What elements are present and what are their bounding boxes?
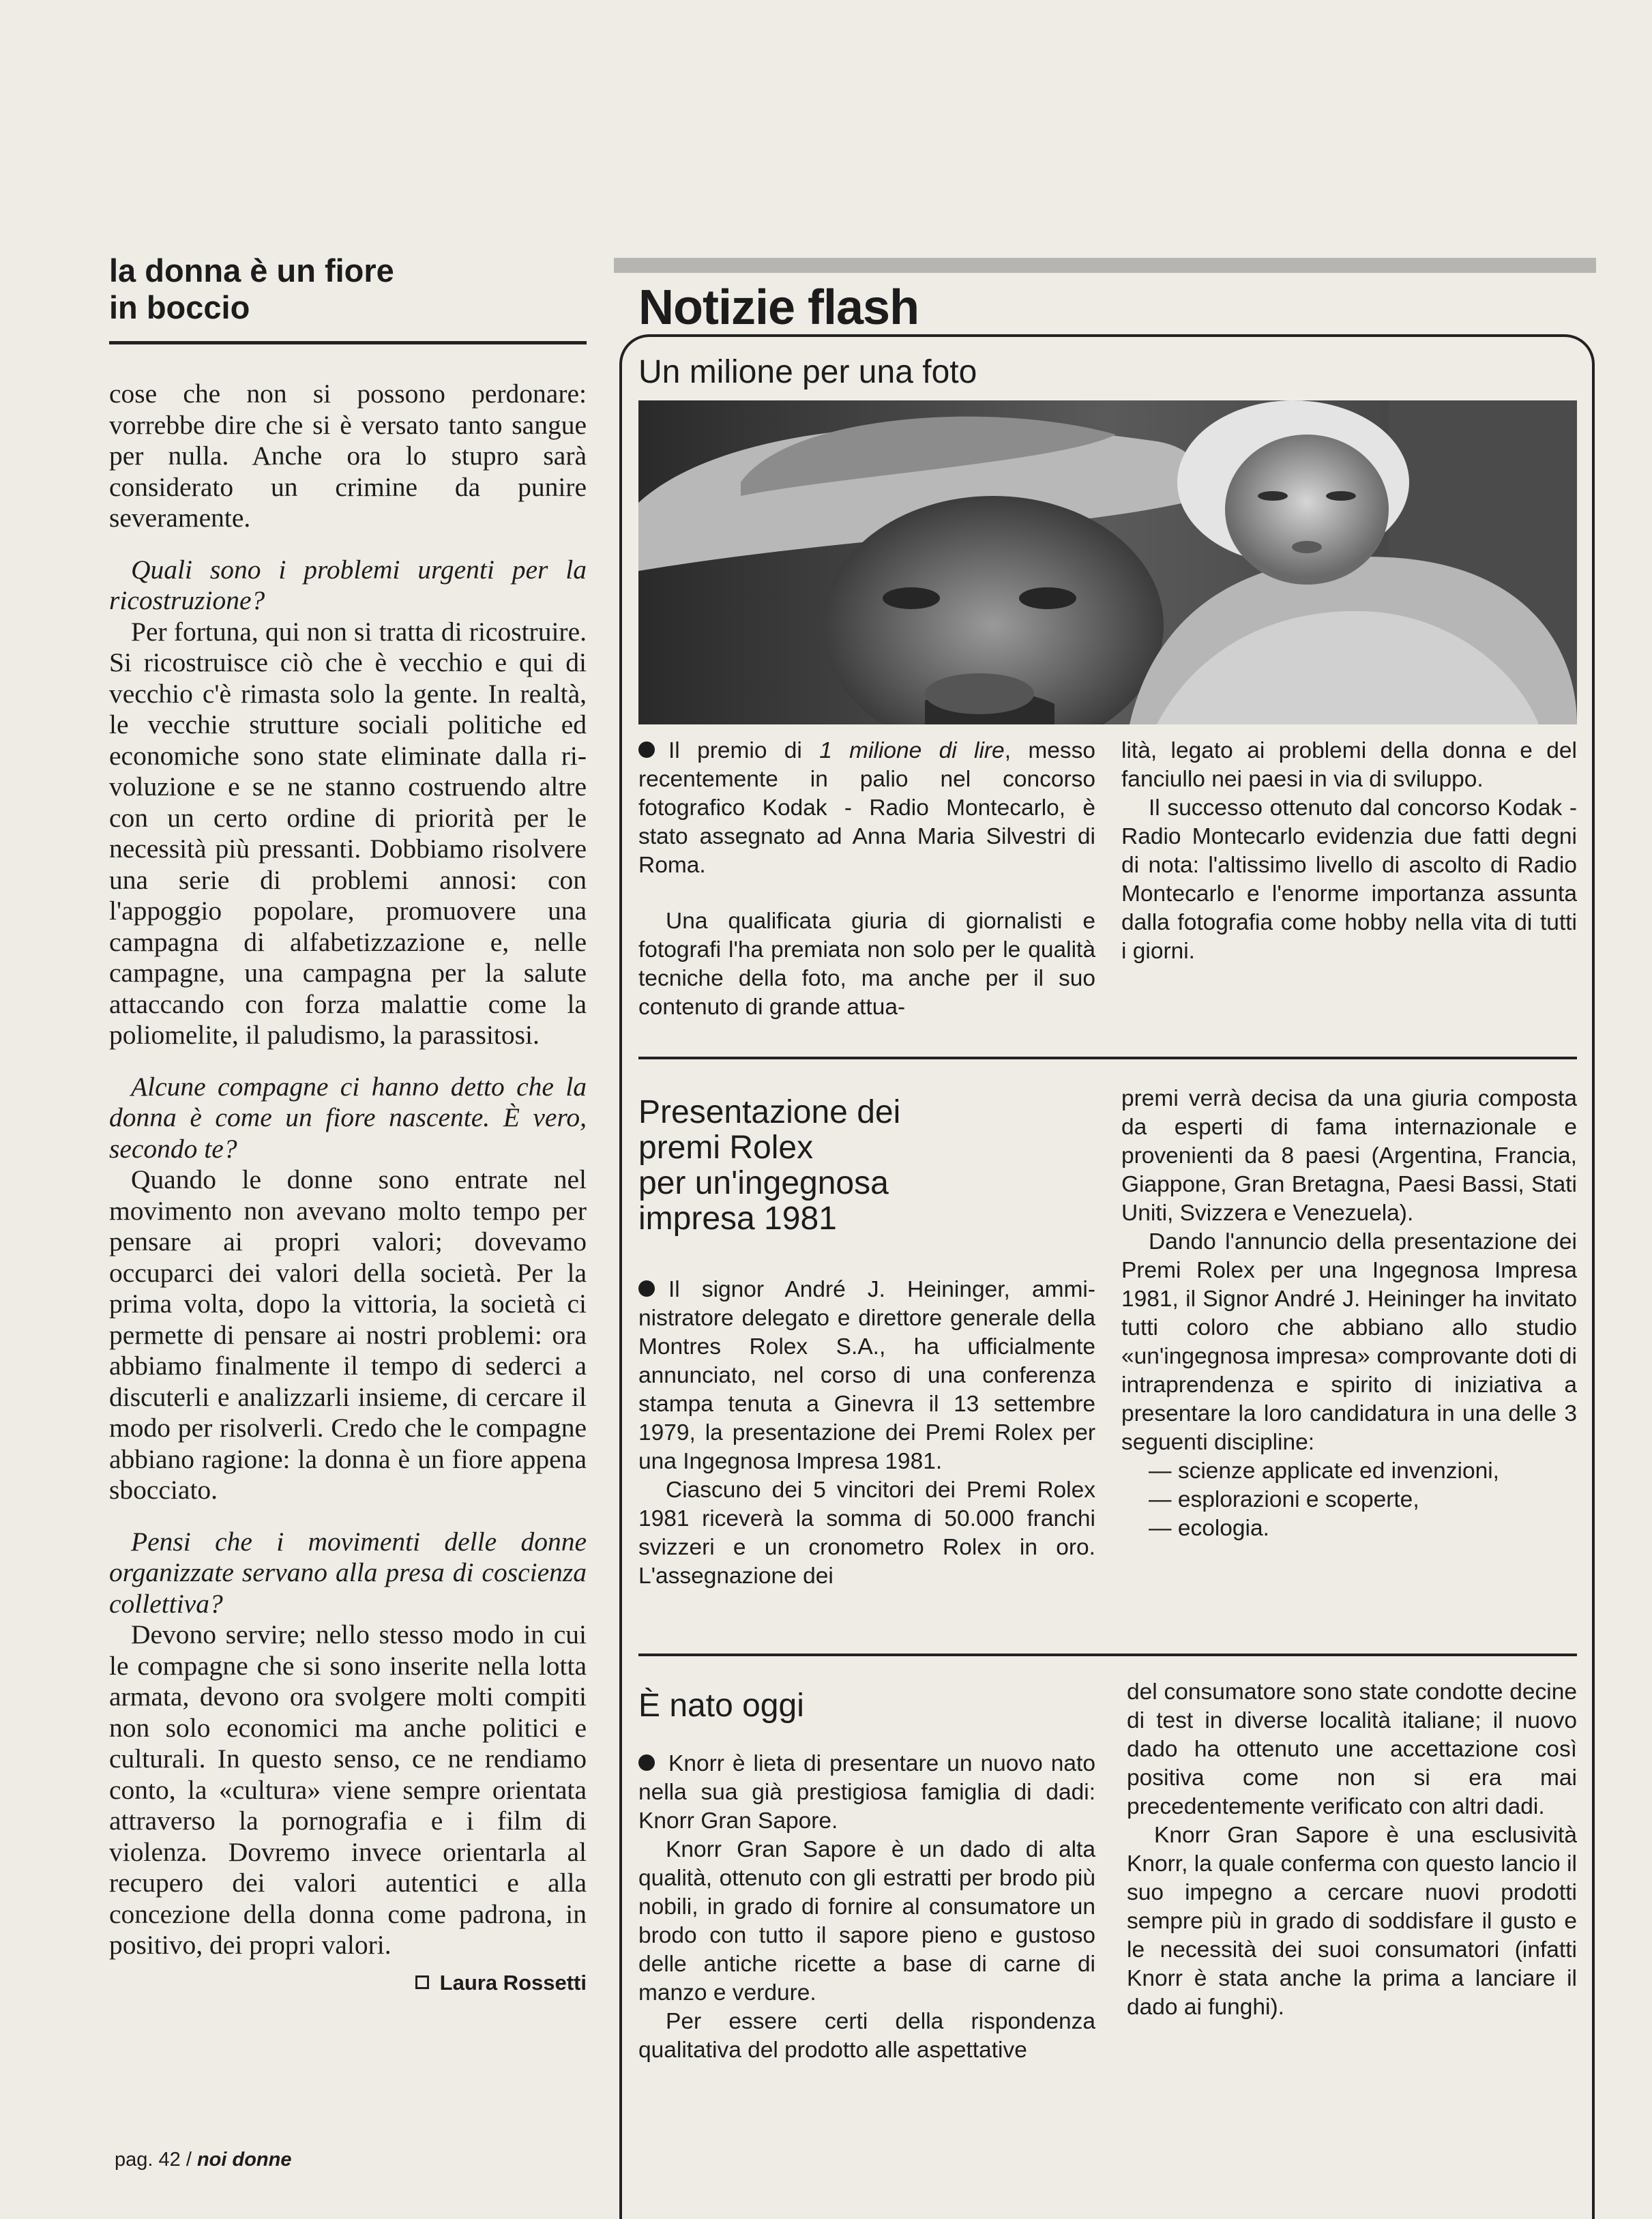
- bullet-icon: [638, 1280, 655, 1297]
- text-span: Il premio di: [668, 738, 820, 763]
- interview-question: Alcune compagne ci hanno detto che la donna è come un fiore nascente. È vero, secondo te?: [109, 1071, 587, 1164]
- end-square-icon: [415, 1975, 429, 1989]
- news-paragraph: Per essere certi della rispondenza qualitativa del prodotto alle aspettative: [638, 2009, 1095, 2063]
- news-headline: Un milione per una foto: [638, 354, 977, 390]
- author-signature: [109, 1971, 587, 1995]
- photo-image: [638, 400, 1577, 724]
- news-divider: [638, 1654, 1577, 1656]
- news-2-column-1: [638, 1276, 1095, 1591]
- news-paragraph: premi verrà decisa da una giuria composta da esperti di fama internazionale e provenienti da 8 paesi (Argentina, Francia, Giappone, Gran Bretagna, Paesi Bassi, Stati Uniti, Svizzera e Venezuela).: [1121, 1086, 1577, 1226]
- news-paragraph: lità, legato ai problemi della donna e del fanciullo nei paesi in via di sviluppo.: [1121, 738, 1577, 792]
- author-name: Laura Rossetti: [439, 1970, 587, 1995]
- news-2-column-2: [1121, 1085, 1577, 1543]
- news-headline: [638, 1095, 900, 1237]
- kicker-line-1: la donna è un fiore: [109, 252, 394, 289]
- article-kicker: [109, 252, 587, 344]
- news-paragraph: Una qualificata giuria di giornalisti e fotografi l'ha premiata non solo per le qualità tecniche della foto, ma anche per il suo contenuto di grande attua-: [638, 909, 1095, 1020]
- news-1-column-2: [1121, 737, 1577, 966]
- section-top-bar: [614, 258, 1596, 273]
- bullet-icon: [638, 1754, 655, 1771]
- list-item: — ecologia.: [1121, 1514, 1577, 1543]
- article-paragraph: cose che non si possono perdonare: vorrebbe dire che si è versato tanto sangue per nulla. Anche ora lo stupro sarà considerato un crimine da punire severamente.: [109, 379, 587, 533]
- magazine-logo: noi donne: [196, 2149, 292, 2171]
- news-divider: [638, 1057, 1577, 1059]
- interview-answer: Quando le donne sono entrate nel movimento non avevano molto tempo per pensare ai propri valori; dovevamo occuparci dei valori della società. Per la prima volta, dopo la vittoria, la società ci permette di pensare ai nostri problemi: ora abbiamo finalmente il tempo di sederci a discuterli e analizzarli insieme, di cercare il modo per risolverli. Credo che le compagne abbiano ragione: la donna è un fiore appena sbocciato.: [109, 1164, 587, 1505]
- text-span: , messo recentemente in palio nel concorso fotografico Kodak - Radio Montecarlo, è stato assegnato ad Anna Maria Silvestri di Roma.: [638, 738, 1095, 878]
- page-number: pag. 42 /: [115, 2149, 192, 2171]
- news-paragraph: Knorr Gran Sapore è una esclusività Knorr, la quale conferma con questo lancio il suo impegno a cercare nuovi prodotti sempre più in grado di soddisfare il gusto e le necessità dei suoi consumatori (infatti Knorr è stata anche la prima a lanciare il dado ai funghi).: [1127, 1823, 1577, 2020]
- bullet-icon: [638, 741, 655, 758]
- text-span: Knorr è lieta di presentare un nuovo nato nella sua già prestigiosa famiglia di dadi: Knorr Gran Sapore.: [638, 1751, 1095, 1834]
- interview-question: Pensi che i movimenti delle donne organizzate servano alla presa di coscienza collettiva?: [109, 1526, 587, 1619]
- photo-woman-and-child: [638, 400, 1577, 724]
- news-3-column-2: [1127, 1678, 1577, 2022]
- news-paragraph: Ciascuno dei 5 vincitori dei Premi Rolex 1981 riceverà la somma di 50.000 franchi svizzeri e un cronometro Rolex in oro. L'assegnazione dei: [638, 1478, 1095, 1589]
- section-title: Notizie flash: [638, 280, 919, 335]
- page-footer: [115, 2149, 291, 2171]
- prize-amount: 1 milione di lire: [819, 738, 1005, 763]
- headline-line: per un'ingegnosa: [638, 1165, 889, 1201]
- news-3-column-1: [638, 1750, 1095, 2065]
- news-paragraph: Knorr Gran Sapore è un dado di alta qualità, ottenuto con gli estratti per brodo più nobili, in grado di fornire al consumatore un brodo con tutto il sapore pieno e gustoso delle antiche ricette a base di carne di manzo e verdure.: [638, 1837, 1095, 2005]
- news-1-column-1: [638, 737, 1095, 1022]
- interview-answer: Devono servire; nello stesso modo in cui le compagne che si sono inserite nella lotta armata, devono ora svolgere molti compiti non solo economici ma anche politici e culturali. In questo senso, ce ne rendiamo conto, la «cultura» viene sempre orientata attraverso la pornografia e i film di violenza. Dovremo invece orientarla al recupero dei valori autentici e alla concezione della donna come padrona, in positivo, dei propri valori.: [109, 1619, 587, 1960]
- news-headline: È nato oggi: [638, 1688, 804, 1724]
- article-body: [109, 379, 587, 1961]
- news-paragraph: del consumatore sono state condotte decine di test in diverse località italiane; il nuovo dado ha ottenuto une accettazione così positiva come non si era mai precedentemente verificato con altri dadi.: [1127, 1679, 1577, 1819]
- interview-answer: Per fortuna, qui non si tratta di ricostruire. Si ricostruisce ciò che è vecchio e qui di vecchio c'è rimasta solo la gente. In realtà, le vecchie strutture sociali politiche ed economiche sono state eliminate dalla rivoluzione e se ne stanno costruendo altre con un certo ordine di priorità per le necessità più pressanti. Dobbiamo risolvere una serie di problemi annosi: con l'appoggio popolare, promuovere una campagna di alfabetizzazione e, nelle campagne, una campagna per la salute attaccando con forza malattie come la poliomelite, il paludismo, la parassitosi.: [109, 616, 587, 1050]
- text-span: Il signor André J. Heininger, amministratore delegato e direttore generale della Montres Rolex S.A., ha ufficialmente annunciato, nel corso di una conferenza stampa tenuta a Ginevra il 13 settembre 1979, la presentazione dei Premi Rolex per una Ingegnosa Impresa 1981.: [638, 1277, 1095, 1474]
- left-article: [109, 252, 587, 1995]
- news-paragraph: Il successo ottenuto dal concorso Kodak - Radio Montecarlo evidenzia due fatti degni di nota: l'altissimo livello di ascolto di Radio Montecarlo e l'enorme importanza assunta dalla fotografia come hobby nella vita di tutti i giorni.: [1121, 795, 1577, 964]
- headline-line: premi Rolex: [638, 1130, 814, 1166]
- headline-line: impresa 1981: [638, 1201, 837, 1237]
- list-item: — esplorazioni e scoperte,: [1121, 1486, 1577, 1514]
- disciplines-list: [1121, 1457, 1577, 1543]
- list-item: — scienze applicate ed invenzioni,: [1121, 1457, 1577, 1486]
- headline-line: Presentazione dei: [638, 1094, 901, 1130]
- news-paragraph: Dando l'annuncio della presentazione dei Premi Rolex per una Ingegnosa Impresa 1981, il Signor André J. Heininger ha invitato tutti coloro che abbiano allo studio «un'ingegnosa impresa» comprovante doti di intraprendenza e spirito di iniziativa a presentare la loro candidatura in una delle 3 seguenti discipline:: [1121, 1229, 1577, 1455]
- kicker-line-2: in boccio: [109, 289, 250, 325]
- interview-question: Quali sono i problemi urgenti per la ricostruzione?: [109, 554, 587, 615]
